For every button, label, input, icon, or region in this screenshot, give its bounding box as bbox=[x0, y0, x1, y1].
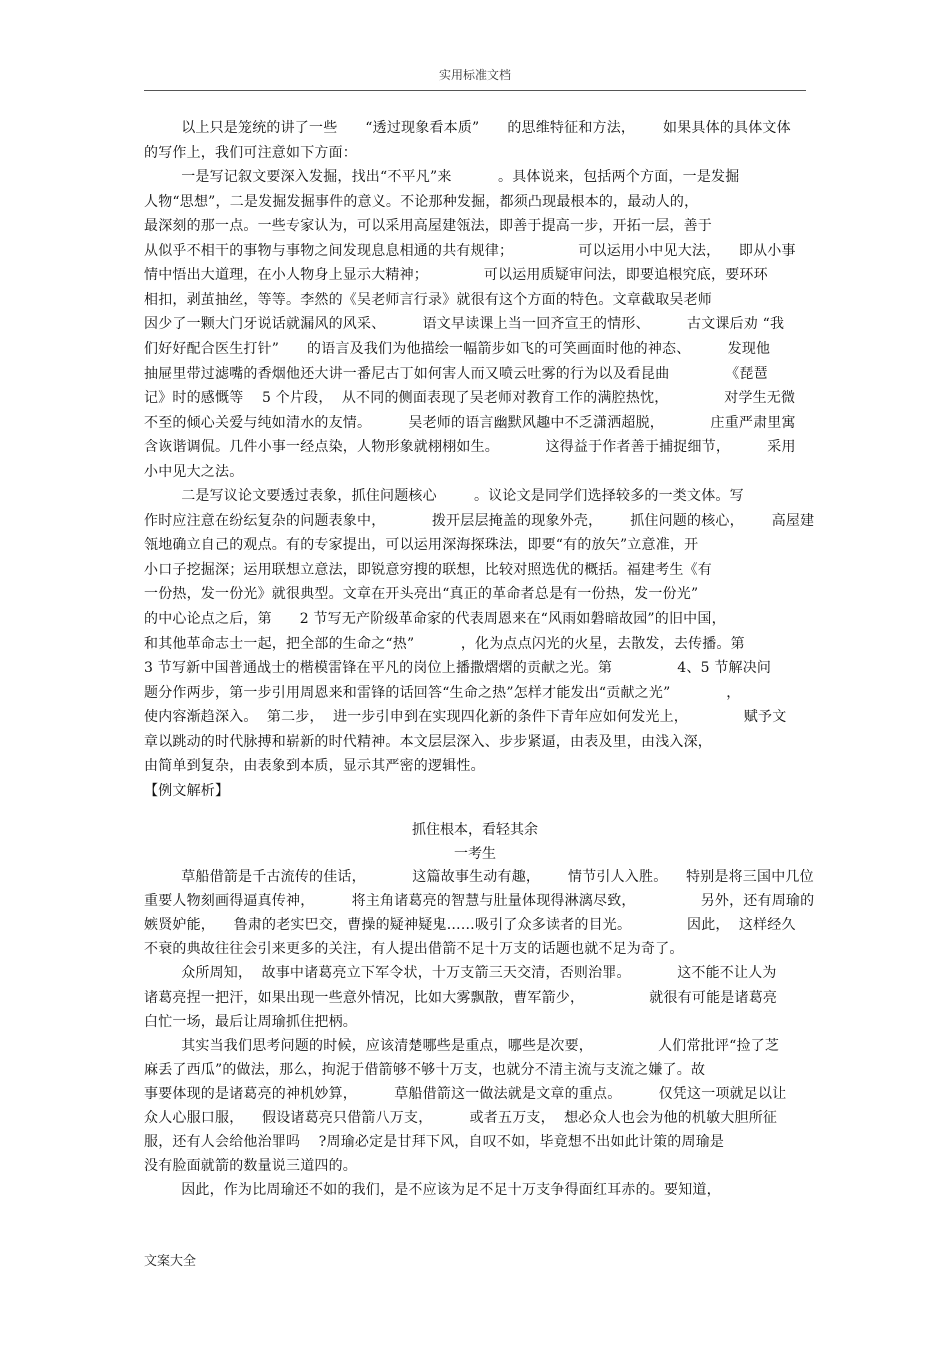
body-line: 一是写记叙文要深入发掘，找出“不平凡”来 。具体说来，包括两个方面，一是发掘 bbox=[144, 169, 740, 186]
essay-author: 一考生 bbox=[454, 846, 496, 862]
body-line: 小口子挖掘深；运用联想立意法，即锐意穷搜的联想，比较对照选优的概括。福建考生《有 bbox=[144, 561, 712, 578]
essay-line: 不衰的典故往往会引来更多的关注，有人提出借箭不足十万支的话题也就不足为奇了。 bbox=[144, 941, 684, 958]
essay-line: 草船借箭是千古流传的佳话， 这篇故事生动有趣， 情节引人入胜。 特别是将三国中几位 bbox=[144, 869, 814, 885]
body-line: 小中见大之法。 bbox=[144, 463, 244, 480]
body-line: 使内容渐趋深入。 第二步， 进一步引申到在实现四化新的条件下青年应如何发光上， 赋予文 bbox=[144, 709, 787, 726]
body-line: 们好好配合医生打针” 的语言及我们为他描绘一幅箭步如飞的可笑画面时他的神态、 发现他 bbox=[144, 340, 771, 357]
essay-line: 诸葛亮捏一把汗，如果出现一些意外情况，比如大雾飘散，曹军箭少， 就很有可能是诸葛亮 bbox=[144, 989, 778, 1006]
essay-title: 抓住根本，看轻其余 bbox=[412, 822, 538, 838]
body-line: 3 节写新中国普通战士的楷模雷锋在平凡的岗位上播撒熠熠的贡献之光。第 4、5 节解决问 bbox=[144, 660, 772, 677]
body-line: 瓴地确立自己的观点。有的专家提出，可以运用深海探珠法，即要“有的放矢”立意准，开 bbox=[144, 537, 699, 554]
body-line: 从似乎不相干的事物与事物之间发现息息相通的共有规律； 可以运用小中见大法， 即从小事 bbox=[144, 242, 796, 259]
body-line: 题分作两步，第一步引用周恩来和雷锋的话回答“生命之热”怎样才能发出“贡献之光” ， bbox=[144, 684, 741, 701]
body-line: 章以跳动的时代脉搏和崭新的时代精神。本文层层深入、步步紧逼，由表及里，由浅入深， bbox=[144, 733, 712, 750]
body-line: 作时应注意在纷纭复杂的问题表象中， 拨开层层掩盖的现象外壳， 抓住问题的核心， 高屋建 bbox=[144, 512, 815, 529]
body-line: 抽屉里带过滤嘴的香烟他还大讲一番尼古丁如何害人而又喷云吐雾的行为以及看昆曲 《琵琶 bbox=[144, 365, 768, 382]
essay-line: 嫉贤妒能， 鲁肃的老实巴交，曹操的疑神疑鬼……吸引了众多读者的目光。 因此， 这样经久 bbox=[144, 917, 796, 934]
body-line: 二是写议论文要透过表象，抓住问题核心 。议论文是同学们选择较多的一类文体。写 bbox=[144, 488, 744, 505]
body-line: 最深刻的那一点。一些专家认为，可以采用高屋建瓴法，即善于提高一步，开拓一层，善于 bbox=[144, 218, 712, 235]
body-line: 相扣，剥茧抽丝，等等。李然的《吴老师言行录》就很有这个方面的特色。文章截取吴老师 bbox=[144, 291, 712, 308]
essay-line: 众所周知， 故事中诸葛亮立下军令状，十万支箭三天交清，否则治罪。 这不能不让人为 bbox=[144, 965, 777, 982]
body-line: 和其他革命志士一起，把全部的生命之“热” ，化为点点闪光的火星，去散发，去传播。第 bbox=[144, 635, 745, 652]
body-line: 不至的倾心关爱与纯如清水的友情。 吴老师的语言幽默风趣中不乏潇洒超脱， 庄重严肃里寓 bbox=[144, 414, 796, 431]
body-line: 人物“思想”，二是发掘发掘事件的意义。不论那种发掘，都须凸现最根本的，最动人的， bbox=[144, 193, 699, 210]
body-line: 由简单到复杂，由表象到本质，显示其严密的逻辑性。 bbox=[144, 758, 485, 775]
body-line: 含诙谐调侃。几件小事一经点染，人物形象就栩栩如生。 这得益于作者善于捕捉细节， 采用 bbox=[144, 439, 796, 456]
header-divider bbox=[144, 90, 806, 91]
essay-line: 白忙一场，最后让周瑜抓住把柄。 bbox=[144, 1013, 357, 1030]
body-line: 以上只是笼统的讲了一些 “透过现象看本质” 的思维特征和方法， 如果具体的具体文体 bbox=[144, 120, 791, 136]
body-line: 因少了一颗大门牙说话就漏风的风采、 语文早读课上当一回齐宣王的情形、 古文课后劝 “我 bbox=[144, 316, 785, 333]
essay-line: 众人心服口服， 假设诸葛亮只借箭八万支， 或者五万支， 想必众人也会为他的机敏大胆所征 bbox=[144, 1110, 778, 1126]
body-line: 的中心论点之后，第 2 节写无产阶级革命家的代表周恩来在“风雨如磐暗故园”的旧中国， bbox=[144, 611, 726, 627]
essay-line: 其实当我们思考问题的时候，应该清楚哪些是重点，哪些是次要， 人们常批评“捡了芝 bbox=[144, 1037, 780, 1054]
essay-line: 重要人物刻画得逼真传神， 将主角诸葛亮的智慧与肚量体现得淋漓尽致， 另外，还有周瑜的 bbox=[144, 893, 815, 910]
page-header: 实用标准文档 bbox=[438, 68, 511, 82]
body-line: 一份热，发一份光》就很典型。文章在开头亮出“真正的革命者总是有一份热，发一份光” bbox=[144, 586, 699, 603]
page-footer: 文案大全 bbox=[144, 1254, 197, 1269]
essay-line: 事要体现的是诸葛亮的神机妙算， 草船借箭这一做法就是文章的重点。 仅凭这一项就足以让 bbox=[144, 1085, 787, 1102]
body-line: 的写作上，我们可注意如下方面： bbox=[144, 144, 357, 161]
essay-line: 服，还有人会给他治罪吗 ?周瑜必定是甘拜下风，自叹不如，毕竟想不出如此计策的周瑜是 bbox=[144, 1134, 725, 1151]
body-line: 【例文解析】 bbox=[144, 782, 230, 799]
body-line: 情中悟出大道理，在小人物身上显示大精神； 可以运用质疑审问法，即要追根究底，要环环 bbox=[144, 267, 768, 284]
body-line: 记》时的感慨等 5 个片段， 从不同的侧面表现了吴老师对教育工作的满腔热忱， 对学生无微 bbox=[144, 390, 796, 407]
essay-line: 麻丢了西瓜”的做法，那么，拘泥于借箭够不够十万支，也就分不清主流与支流之嫌了。故 bbox=[144, 1061, 706, 1078]
essay-line: 没有脸面就箭的数量说三道四的。 bbox=[144, 1158, 357, 1175]
essay-line: 因此，作为比周瑜还不如的我们，是不应该为足不足十万支争得面红耳赤的。要知道， bbox=[144, 1182, 721, 1199]
